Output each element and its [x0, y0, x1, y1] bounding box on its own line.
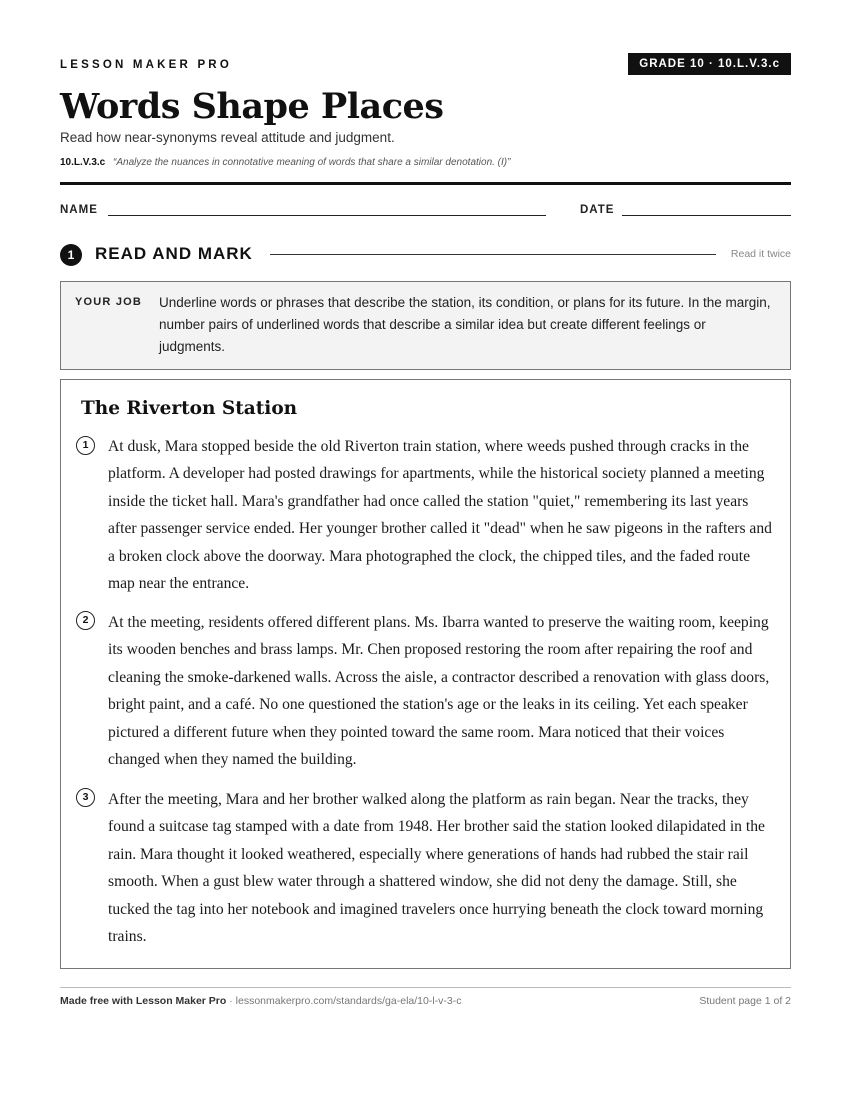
section-divider [270, 254, 716, 255]
brand-name: LESSON MAKER PRO [60, 59, 232, 71]
grade-badge: GRADE 10 · 10.L.V.3.c [628, 53, 791, 75]
name-label: NAME [60, 204, 98, 216]
standard-code: 10.L.V.3.c [60, 157, 106, 168]
footer-separator: · [226, 995, 236, 1007]
date-label: DATE [580, 204, 615, 216]
footer-url-link[interactable]: lessonmakerpro.com/standards/ga-ela/10-l-v-3-c [235, 995, 462, 1007]
paragraph-number-1: 1 [76, 436, 95, 455]
footer-divider [60, 987, 791, 988]
your-job-instructions: Underline words or phrases that describe the station, its condition, or plans for its future. In the margin, number pairs of underlined words that describe a similar idea but create different feelings or judgments. [159, 295, 771, 354]
your-job-label: YOUR JOB [75, 296, 143, 308]
paragraph-number-2: 2 [76, 611, 95, 630]
section-hint: Read it twice [730, 248, 791, 260]
footer-credit [60, 995, 462, 1007]
name-field[interactable] [108, 215, 546, 216]
page-title: Words Shape Places [60, 86, 444, 127]
section-number-badge: 1 [60, 244, 82, 266]
standard-description: “Analyze the nuances in connotative meaning of words that share a similar denotation. (I)” [113, 157, 511, 168]
footer-page-number: Student page 1 of 2 [699, 995, 791, 1007]
worksheet-page [60, 0, 791, 1100]
passage-box [60, 379, 791, 969]
paragraph-number-3: 3 [76, 788, 95, 807]
section-title: READ AND MARK [95, 244, 253, 263]
paragraph-1: At dusk, Mara stopped beside the old Riverton train station, where weeds pushed through cracks in the platform. A developer had posted drawings for apartments, while the historical society planned a meeting inside the ticket hall. Mara's grandfather had once called the station "quiet," remembering its last years after passenger service ended. Her younger brother called it "dead" when he saw pigeons in the rafters and a broken clock above the doorway. Mara photographed the clock, the chipped tiles, and the faded route map near the entrance. [108, 438, 772, 593]
paragraph-2: At the meeting, residents offered different plans. Ms. Ibarra wanted to preserve the waiting room, keeping its wooden benches and brass lamps. Mr. Chen proposed restoring the room after repairing the roof and cleaning the smoke-darkened walls. Across the aisle, a contractor described a renovation with glass doors, bright paint, and a café. No one questioned the station's age or the leaks in its ceiling. Yet each speaker pictured a different future when they pointed toward the same room. Mara noticed that their voices changed when they named the building. [108, 614, 770, 769]
your-job-box [60, 281, 791, 370]
standard-line [60, 157, 510, 168]
page-subtitle: Read how near-synonyms reveal attitude and judgment. [60, 130, 395, 145]
date-field[interactable] [622, 215, 791, 216]
paragraph-3: After the meeting, Mara and her brother walked along the platform as rain began. Near the tracks, they found a suitcase tag stamped with a date from 1948. Her brother said the station looked dilapidated in the rain. Mara thought it looked weathered, especially where generations of hands had rubbed the stair rail smooth. When a gust blew water through a shattered window, she did not deny the damage. Still, she tucked the tag into her notebook and imagined travelers once hurrying beneath the clock toward morning trains. [108, 791, 765, 946]
header-divider [60, 182, 791, 185]
footer-made-with: Made free with Lesson Maker Pro [60, 995, 227, 1007]
passage-title: The Riverton Station [81, 398, 298, 419]
